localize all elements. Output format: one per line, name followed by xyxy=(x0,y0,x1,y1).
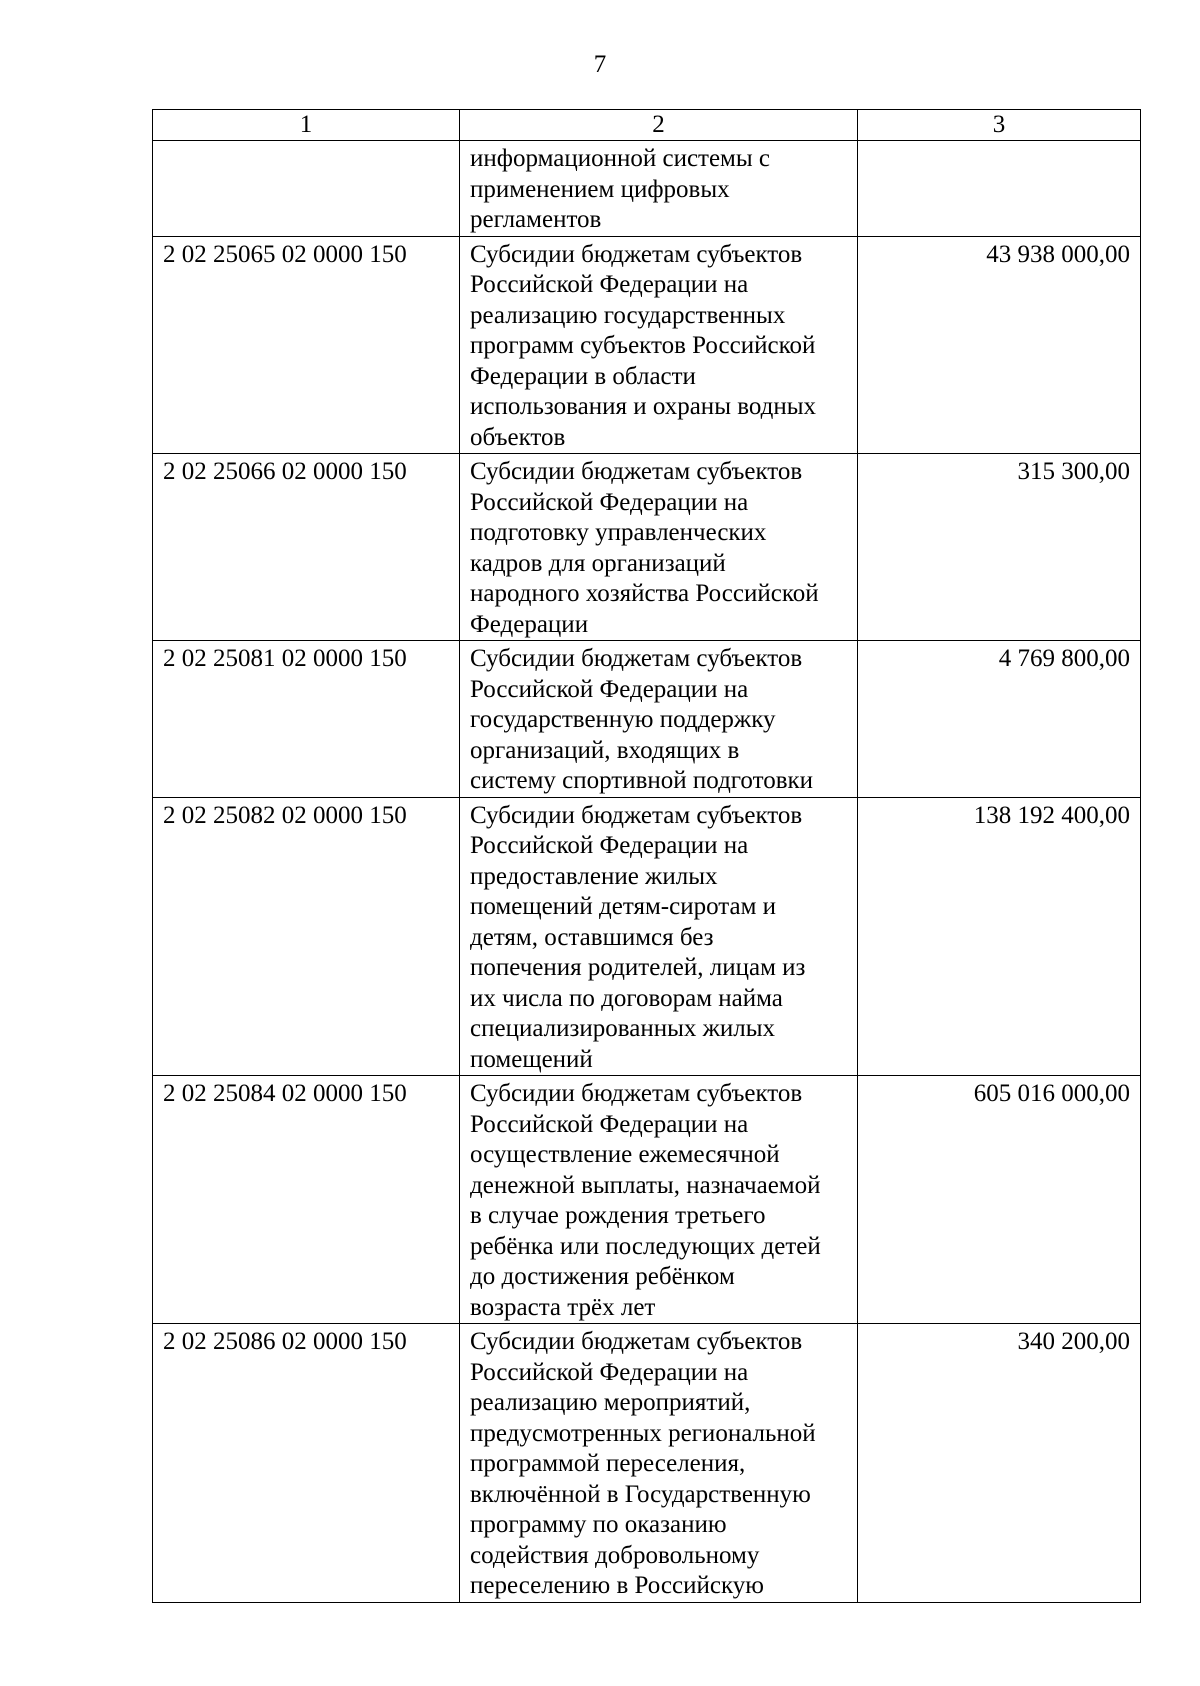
description-line: специализированных жилых xyxy=(470,1015,776,1042)
description-line: использования и охраны водных xyxy=(470,393,817,420)
amount-cell: 43 938 000,00 xyxy=(858,236,1141,454)
column-header-3: 3 xyxy=(858,110,1141,141)
budget-code-cell xyxy=(153,141,460,237)
budget-table xyxy=(152,109,1141,1603)
description-line: организаций, входящих в xyxy=(470,736,740,764)
description-line: содействия добровольному xyxy=(470,1541,760,1569)
description-line: денежной выплаты, назначаемой xyxy=(470,1171,821,1199)
table-row xyxy=(153,1324,1141,1603)
description-line: программой переселения, xyxy=(470,1450,746,1477)
amount-cell xyxy=(858,141,1141,237)
description-line: подготовку управленческих xyxy=(470,519,767,546)
description-line: ребёнка или последующих детей xyxy=(470,1232,821,1260)
page-number: 7 xyxy=(593,51,607,78)
column-header-2: 2 xyxy=(460,110,858,141)
description-line: реализацию государственных xyxy=(470,301,786,329)
description-line: Российской Федерации на xyxy=(470,1358,749,1386)
amount-cell: 605 016 000,00 xyxy=(858,1076,1141,1324)
description-line: народного хозяйства Российской xyxy=(470,580,819,607)
budget-code-cell: 2 02 25086 02 0000 150 xyxy=(153,1324,460,1603)
description-line: Субсидии бюджетам субъектов xyxy=(470,1080,803,1107)
description-line: программ субъектов Российской xyxy=(470,332,816,359)
description-line: Российской Федерации на xyxy=(470,271,749,298)
description-cell xyxy=(460,641,858,798)
description-cell xyxy=(460,1324,858,1603)
description-line: Субсидии бюджетам субъектов xyxy=(470,1328,803,1355)
description-line: предоставление жилых xyxy=(470,862,718,890)
description-line: Субсидии бюджетам субъектов xyxy=(470,801,803,829)
description-line: осуществление ежемесячной xyxy=(470,1141,780,1168)
description-line: Российской Федерации на xyxy=(470,1110,749,1138)
table-row xyxy=(153,1076,1141,1324)
column-header-1: 1 xyxy=(153,110,460,141)
description-line: Российской Федерации на xyxy=(470,832,749,859)
table-row xyxy=(153,641,1141,798)
description-line: Субсидии бюджетам субъектов xyxy=(470,458,803,485)
description-line: в случае рождения третьего xyxy=(470,1202,766,1229)
table-row xyxy=(153,236,1141,454)
amount-cell: 4 769 800,00 xyxy=(858,641,1141,798)
table-body xyxy=(153,141,1141,1603)
amount-cell: 138 192 400,00 xyxy=(858,797,1141,1076)
description-line: систему спортивной подготовки xyxy=(470,767,814,794)
description-line: Федерации в области xyxy=(470,362,696,390)
description-line: возраста трёх лет xyxy=(470,1293,656,1321)
description-cell xyxy=(460,797,858,1076)
description-line: Российской Федерации на xyxy=(470,675,749,703)
description-line: информационной системы с xyxy=(470,145,771,172)
description-line: государственную поддержку xyxy=(470,706,776,733)
description-line: помещений детям-сиротам и xyxy=(470,893,777,920)
table-row xyxy=(153,141,1141,237)
description-cell xyxy=(460,141,858,237)
description-line: Федерации xyxy=(470,610,589,638)
description-line: Российской Федерации на xyxy=(470,488,749,516)
amount-cell: 340 200,00 xyxy=(858,1324,1141,1603)
description-line: попечения родителей, лицам из xyxy=(470,954,806,981)
budget-code-cell: 2 02 25066 02 0000 150 xyxy=(153,454,460,641)
description-line: реализацию мероприятий, xyxy=(470,1389,751,1416)
description-cell xyxy=(460,1076,858,1324)
description-cell xyxy=(460,454,858,641)
budget-code-cell: 2 02 25081 02 0000 150 xyxy=(153,641,460,798)
budget-code-cell: 2 02 25082 02 0000 150 xyxy=(153,797,460,1076)
description-line: детям, оставшимся без xyxy=(470,923,714,951)
description-line: Субсидии бюджетам субъектов xyxy=(470,240,803,268)
description-line: помещений xyxy=(470,1045,593,1073)
description-cell xyxy=(460,236,858,454)
budget-code-cell: 2 02 25084 02 0000 150 xyxy=(153,1076,460,1324)
description-line: кадров для организаций xyxy=(470,549,726,577)
table-header-row xyxy=(153,110,1141,141)
description-line: объектов xyxy=(470,423,566,451)
table-row xyxy=(153,454,1141,641)
description-line: включённой в Государственную xyxy=(470,1480,811,1508)
table-row xyxy=(153,797,1141,1076)
description-line: переселению в Российскую xyxy=(470,1572,764,1599)
description-line: регламентов xyxy=(470,206,602,233)
description-line: Субсидии бюджетам субъектов xyxy=(470,645,803,672)
description-line: их числа по договорам найма xyxy=(470,984,783,1012)
description-line: применением цифровых xyxy=(470,175,730,203)
budget-code-cell: 2 02 25065 02 0000 150 xyxy=(153,236,460,454)
description-line: программу по оказанию xyxy=(470,1511,727,1538)
description-line: предусмотренных региональной xyxy=(470,1419,816,1447)
description-line: до достижения ребёнком xyxy=(470,1263,735,1290)
amount-cell: 315 300,00 xyxy=(858,454,1141,641)
